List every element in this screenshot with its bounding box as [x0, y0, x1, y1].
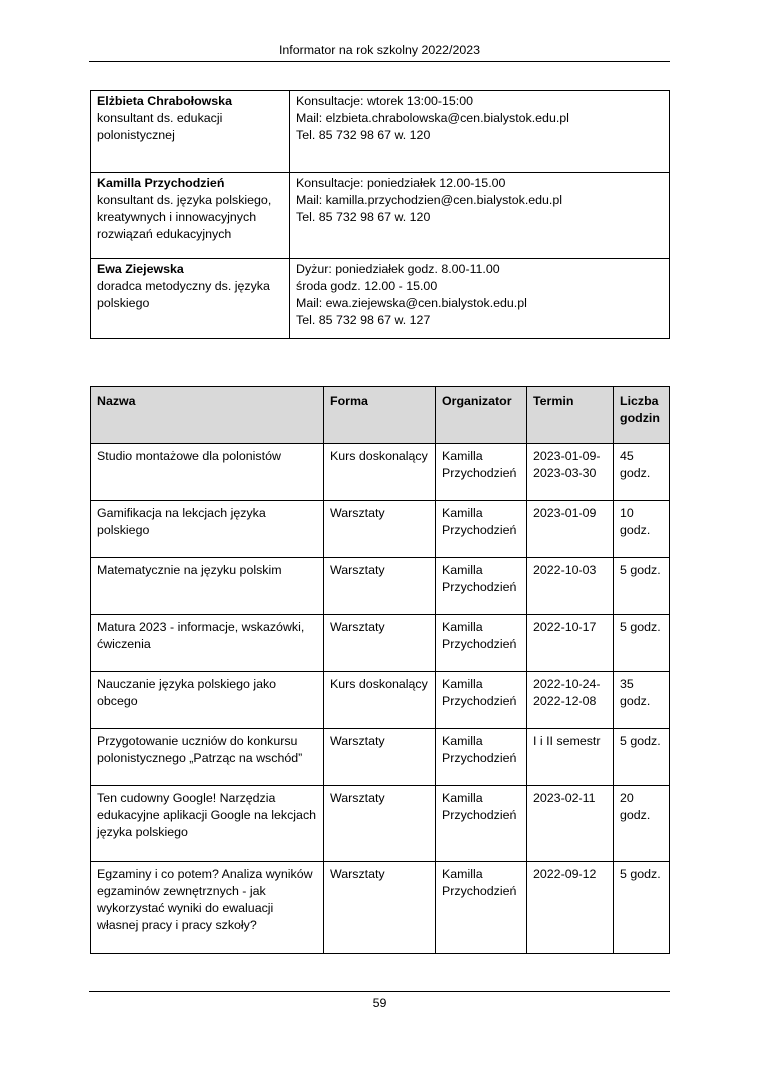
consultation-hours: Konsultacje: poniedziałek 12.00-15.00 — [296, 176, 506, 190]
course-name: Nauczanie języka polskiego jako obcego — [91, 672, 324, 729]
course-name: Ten cudowny Google! Narzędzia edukacyjne aplikacji Google na lekcjach języka polskiego — [91, 786, 324, 862]
course-date: 2022-10-24-2022-12-08 — [527, 672, 614, 729]
table-row — [91, 786, 670, 862]
course-form: Warsztaty — [324, 558, 436, 615]
course-hours: 10 godz. — [614, 501, 670, 558]
contact-role-line: doradca metodyczny ds. języka — [97, 279, 270, 293]
course-organizer: Kamilla Przychodzień — [436, 615, 527, 672]
page-number: 59 — [372, 996, 387, 1010]
table-row — [91, 862, 670, 954]
column-header-nazwa: Nazwa — [91, 387, 324, 444]
course-date: 2022-10-03 — [527, 558, 614, 615]
table-header-row — [91, 387, 670, 444]
course-hours: 5 godz. — [614, 615, 670, 672]
course-form: Warsztaty — [324, 862, 436, 954]
table-row — [91, 558, 670, 615]
footer-divider — [89, 991, 670, 992]
column-header-liczba-godzin: Liczba godzin — [614, 387, 670, 444]
course-hours: 5 godz. — [614, 558, 670, 615]
table-row — [91, 615, 670, 672]
table-row — [91, 501, 670, 558]
course-hours: 35 godz. — [614, 672, 670, 729]
course-organizer: Kamilla Przychodzień — [436, 672, 527, 729]
column-header-forma: Forma — [324, 387, 436, 444]
contact-role-line: rozwiązań edukacyjnych — [97, 227, 232, 241]
duty-hours: środa godz. 12.00 - 15.00 — [296, 279, 438, 293]
contact-role-line: konsultant ds. edukacji — [97, 111, 223, 125]
header-divider — [89, 61, 670, 62]
course-organizer: Kamilla Przychodzień — [436, 786, 527, 862]
course-date: I i II semestr — [527, 729, 614, 786]
course-date: 2023-01-09 — [527, 501, 614, 558]
course-form: Warsztaty — [324, 615, 436, 672]
contact-email: Mail: elzbieta.chrabolowska@cen.bialystok.edu.pl — [296, 111, 569, 125]
contact-person-cell — [91, 259, 290, 339]
contact-role-line: konsultant ds. języka polskiego, — [97, 193, 272, 207]
course-organizer: Kamilla Przychodzień — [436, 729, 527, 786]
course-form: Kurs doskonalący — [324, 672, 436, 729]
contact-person-cell — [91, 91, 290, 173]
contact-email: Mail: kamilla.przychodzien@cen.bialystok.edu.pl — [296, 193, 563, 207]
contact-phone: Tel. 85 732 98 67 w. 120 — [296, 128, 431, 142]
course-date: 2023-02-11 — [527, 786, 614, 862]
contact-name: Elżbieta Chrabołowska — [97, 94, 232, 108]
contact-info-cell — [290, 173, 670, 259]
contact-info-cell — [290, 259, 670, 339]
course-name: Studio montażowe dla polonistów — [91, 444, 324, 501]
contact-name: Ewa Ziejewska — [97, 262, 184, 276]
page-header: Informator na rok szkolny 2022/2023 — [278, 43, 481, 57]
course-form: Warsztaty — [324, 501, 436, 558]
course-date: 2022-10-17 — [527, 615, 614, 672]
course-name: Matura 2023 - informacje, wskazówki, ćwiczenia — [91, 615, 324, 672]
course-organizer: Kamilla Przychodzień — [436, 862, 527, 954]
course-name: Gamifikacja na lekcjach języka polskiego — [91, 501, 324, 558]
course-organizer: Kamilla Przychodzień — [436, 501, 527, 558]
course-date: 2022-09-12 — [527, 862, 614, 954]
contact-info-cell — [290, 91, 670, 173]
contacts-table — [90, 90, 670, 339]
table-row — [91, 672, 670, 729]
course-name: Matematycznie na języku polskim — [91, 558, 324, 615]
column-header-organizator: Organizator — [436, 387, 527, 444]
course-name: Przygotowanie uczniów do konkursu polonistycznego „Patrząc na wschód” — [91, 729, 324, 786]
course-hours: 5 godz. — [614, 862, 670, 954]
course-form: Kurs doskonalący — [324, 444, 436, 501]
contact-row — [91, 173, 670, 259]
duty-hours: Dyżur: poniedziałek godz. 8.00-11.00 — [296, 262, 500, 276]
courses-table — [90, 386, 670, 954]
contact-person-cell — [91, 173, 290, 259]
table-row — [91, 444, 670, 501]
contact-name: Kamilla Przychodzień — [97, 176, 225, 190]
contact-email: Mail: ewa.ziejewska@cen.bialystok.edu.pl — [296, 296, 527, 310]
course-form: Warsztaty — [324, 786, 436, 862]
contact-row — [91, 91, 670, 173]
contact-role-line: polonistycznej — [97, 128, 175, 142]
course-form: Warsztaty — [324, 729, 436, 786]
column-header-termin: Termin — [527, 387, 614, 444]
contact-row — [91, 259, 670, 339]
contact-role-line: kreatywnych i innowacyjnych — [97, 210, 257, 224]
table-row — [91, 729, 670, 786]
course-organizer: Kamilla Przychodzień — [436, 558, 527, 615]
course-organizer: Kamilla Przychodzień — [436, 444, 527, 501]
contact-role-line: polskiego — [97, 296, 150, 310]
course-name: Egzaminy i co potem? Analiza wyników egzaminów zewnętrznych - jak wykorzystać wyniki do ewaluacji własnej pracy i pracy szkoły? — [91, 862, 324, 954]
course-hours: 20 godz. — [614, 786, 670, 862]
course-hours: 5 godz. — [614, 729, 670, 786]
course-hours: 45 godz. — [614, 444, 670, 501]
contact-phone: Tel. 85 732 98 67 w. 127 — [296, 313, 431, 327]
consultation-hours: Konsultacje: wtorek 13:00-15:00 — [296, 94, 474, 108]
contact-phone: Tel. 85 732 98 67 w. 120 — [296, 210, 431, 224]
course-date: 2023-01-09-2023-03-30 — [527, 444, 614, 501]
